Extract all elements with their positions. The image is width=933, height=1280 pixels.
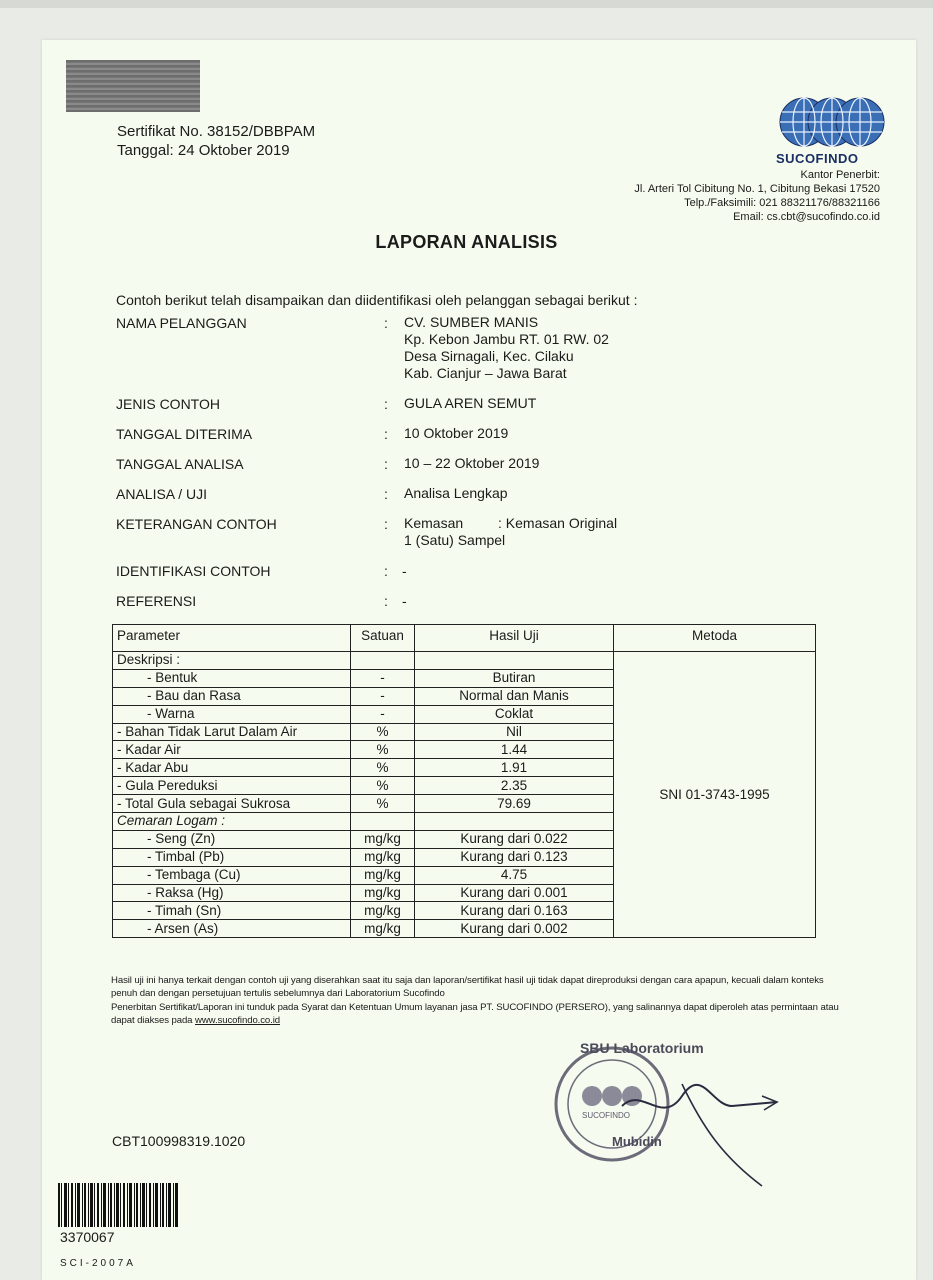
- colon: :: [384, 593, 388, 609]
- param-cell: - Seng (Zn): [113, 830, 351, 848]
- unit-cell: mg/kg: [351, 866, 415, 884]
- param-cell: - Timbal (Pb): [113, 848, 351, 866]
- reference-label: REFERENSI: [116, 593, 197, 609]
- group-description: Deskripsi :: [113, 652, 351, 670]
- result-cell: 4.75: [415, 866, 614, 884]
- signature-name: Mubidin: [612, 1134, 662, 1149]
- sample-type-value: GULA AREN SEMUT: [404, 395, 537, 411]
- sample-note-packaging-value: : Kemasan Original: [498, 515, 618, 531]
- unit-cell: %: [351, 723, 415, 741]
- reference-value: -: [402, 593, 407, 609]
- result-cell: 79.69: [415, 795, 614, 813]
- header-method: Metoda: [614, 625, 816, 652]
- unit-cell: %: [351, 741, 415, 759]
- colon: :: [384, 426, 388, 442]
- unit-cell: mg/kg: [351, 884, 415, 902]
- result-cell: 1.44: [415, 741, 614, 759]
- table-header-row: [113, 625, 816, 652]
- unit-cell: %: [351, 777, 415, 795]
- sample-note-label: KETERANGAN CONTOH: [116, 516, 277, 532]
- issuer-email: Email: cs.cbt@sucofindo.co.id: [733, 211, 880, 223]
- param-cell: - Timah (Sn): [113, 902, 351, 920]
- issuer-office-label: Kantor Penerbit:: [800, 169, 880, 181]
- unit-cell: -: [351, 705, 415, 723]
- form-code: SCI-2007A: [60, 1258, 136, 1269]
- certificate-number: Sertifikat No. 38152/DBBPAM: [117, 123, 316, 140]
- unit-cell: %: [351, 795, 415, 813]
- redacted-scan-block: [66, 60, 200, 112]
- document-code: CBT100998319.1020: [112, 1133, 246, 1149]
- param-cell: - Tembaga (Cu): [113, 866, 351, 884]
- unit-cell: mg/kg: [351, 848, 415, 866]
- result-cell: Kurang dari 0.002: [415, 920, 614, 938]
- method-value: SNI 01-3743-1995: [614, 652, 816, 938]
- result-cell: 1.91: [415, 759, 614, 777]
- customer-name-value: CV. SUMBER MANIS: [404, 314, 539, 330]
- received-date-value: 10 Oktober 2019: [404, 425, 509, 441]
- unit-cell: mg/kg: [351, 902, 415, 920]
- group-metal-contamination: Cemaran Logam :: [113, 813, 351, 831]
- unit-cell: %: [351, 759, 415, 777]
- received-date-label: TANGGAL DITERIMA: [116, 426, 253, 442]
- param-cell: - Gula Pereduksi: [113, 777, 351, 795]
- param-cell: - Total Gula sebagai Sukrosa: [113, 795, 351, 813]
- sample-note-packaging: Kemasan: [404, 515, 464, 531]
- param-cell: - Bentuk: [113, 669, 351, 687]
- param-cell: - Kadar Air: [113, 741, 351, 759]
- sample-identification-label: IDENTIFIKASI CONTOH: [116, 563, 271, 579]
- analysis-date-label: TANGGAL ANALISA: [116, 456, 244, 472]
- analysis-test-value: Analisa Lengkap: [404, 485, 508, 501]
- unit-cell: -: [351, 669, 415, 687]
- result-cell: Coklat: [415, 705, 614, 723]
- result-cell: Butiran: [415, 669, 614, 687]
- signature-unit: SBU Laboratorium: [580, 1040, 704, 1056]
- customer-address-line3: Kab. Cianjur – Jawa Barat: [404, 365, 567, 381]
- customer-name-label: NAMA PELANGGAN: [116, 315, 247, 331]
- unit-cell: mg/kg: [351, 920, 415, 938]
- analysis-test-label: ANALISA / UJI: [116, 486, 208, 502]
- footnote-line3: Penerbitan Sertifikat/Laporan ini tunduk pada Syarat dan Ketentuan Umum layanan jasa PT. SUCOFINDO (PERSERO), yang salinannya dapat diperoleh atas permintaan atau: [111, 1002, 839, 1013]
- lab-stamp-icon: [552, 1036, 802, 1196]
- svg-text:SUCOFINDO: SUCOFINDO: [582, 1111, 630, 1120]
- param-cell: - Warna: [113, 705, 351, 723]
- footnote-line4: [111, 1014, 280, 1027]
- colon: :: [384, 456, 388, 472]
- barcode-number: 3370067: [60, 1229, 115, 1245]
- result-cell: Nil: [415, 723, 614, 741]
- barcode-icon: [58, 1183, 178, 1227]
- result-cell: Kurang dari 0.163: [415, 902, 614, 920]
- footnote-line1: Hasil uji ini hanya terkait dengan contoh uji yang diserahkan saat itu saja dan laporan/sertifikat hasil uji tidak dapat direproduksi dengan cara apapun, kecuali dalam konteks: [111, 975, 824, 986]
- colon: :: [384, 396, 388, 412]
- footnote-line4-text: dapat diakses pada: [111, 1015, 195, 1026]
- viewer-top-bar: [0, 0, 933, 8]
- colon: :: [384, 486, 388, 502]
- result-cell: 2.35: [415, 777, 614, 795]
- colon: :: [384, 516, 388, 532]
- results-table: [112, 624, 816, 938]
- result-cell: Kurang dari 0.123: [415, 848, 614, 866]
- issuer-phone: Telp./Faksimili: 021 88321176/88321166: [684, 197, 880, 209]
- result-cell: Kurang dari 0.001: [415, 884, 614, 902]
- colon: :: [384, 563, 388, 579]
- unit-cell: mg/kg: [351, 830, 415, 848]
- param-cell: - Bau dan Rasa: [113, 687, 351, 705]
- analysis-date-value: 10 – 22 Oktober 2019: [404, 455, 540, 471]
- table-row: [113, 652, 816, 670]
- header-unit: Satuan: [351, 625, 415, 652]
- header-parameter: Parameter: [113, 625, 351, 652]
- sample-identification-value: -: [402, 563, 407, 579]
- param-cell: - Bahan Tidak Larut Dalam Air: [113, 723, 351, 741]
- result-cell: Normal dan Manis: [415, 687, 614, 705]
- param-cell: - Kadar Abu: [113, 759, 351, 777]
- issuer-brand: SUCOFINDO: [776, 151, 859, 166]
- colon: :: [384, 315, 388, 331]
- sucofindo-logo-icon: [778, 96, 886, 148]
- param-cell: - Arsen (As): [113, 920, 351, 938]
- report-title: LAPORAN ANALISIS: [375, 232, 558, 252]
- footnote-link[interactable]: www.sucofindo.co.id: [194, 1015, 281, 1026]
- issuer-address: Jl. Arteri Tol Cibitung No. 1, Cibitung Bekasi 17520: [634, 183, 880, 195]
- param-cell: - Raksa (Hg): [113, 884, 351, 902]
- certificate-date: Tanggal: 24 Oktober 2019: [117, 142, 290, 159]
- sample-note-count: 1 (Satu) Sampel: [404, 532, 506, 548]
- unit-cell: -: [351, 687, 415, 705]
- customer-address-line2: Desa Sirnagali, Kec. Cilaku: [404, 348, 574, 364]
- result-cell: Kurang dari 0.022: [415, 830, 614, 848]
- intro-text: Contoh berikut telah disampaikan dan diidentifikasi oleh pelanggan sebagai berikut :: [116, 292, 638, 308]
- customer-address-line1: Kp. Kebon Jambu RT. 01 RW. 02: [404, 331, 609, 347]
- header-result: Hasil Uji: [415, 625, 614, 652]
- footnote-line2: penuh dan dengan persetujuan tertulis sebelumnya dari Laboratorium Sucofindo: [111, 988, 445, 999]
- sample-type-label: JENIS CONTOH: [116, 396, 220, 412]
